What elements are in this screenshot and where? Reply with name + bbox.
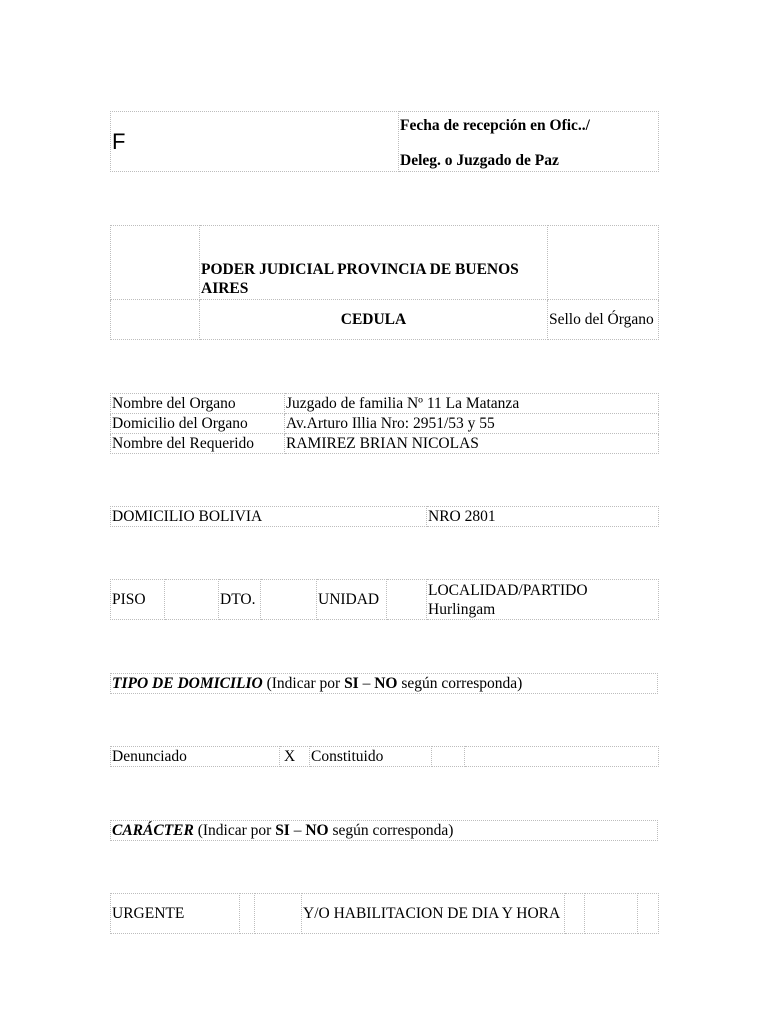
localidad-cell [427, 580, 659, 620]
seal-label: Sello del Órgano [549, 311, 654, 328]
caracter-title: CARÁCTER [112, 822, 194, 839]
organo-value: Juzgado de familia Nº 11 La Matanza [285, 394, 659, 414]
tipo-domicilio-title: TIPO DE DOMICILIO [112, 675, 263, 692]
title-right-cell [548, 226, 659, 300]
domicilio-organo-value: Av.Arturo Illia Nro: 2951/53 y 55 [285, 414, 659, 434]
urgente-label: URGENTE [111, 894, 240, 934]
title-left-cell-2 [111, 300, 200, 340]
habilitacion-label: Y/O HABILITACION DE DIA Y HORA [302, 894, 565, 934]
domicilio-nro: NRO 2801 [427, 507, 659, 527]
denunciado-mark: X [280, 747, 310, 767]
denuncia-blank [465, 747, 659, 767]
localidad-label: LOCALIDAD/PARTIDO [428, 581, 588, 599]
habilitacion-mark [565, 894, 585, 934]
reception-line2: Deleg. o Juzgado de Paz [400, 152, 559, 169]
caracter-si: SI [275, 822, 290, 839]
localidad-value: Hurlingam [428, 600, 496, 618]
organo-label: Nombre del Organo [111, 394, 285, 414]
tipo-domicilio-no: NO [374, 675, 398, 692]
seal-cell [548, 300, 659, 340]
constituido-mark [432, 747, 465, 767]
unidad-value [387, 580, 427, 620]
header-letter-cell [111, 112, 399, 172]
document-type: CEDULA [340, 311, 407, 328]
piso-table [110, 579, 659, 620]
tipo-domicilio-cell [111, 674, 658, 694]
caracter-cell [111, 821, 658, 841]
reception-cell [399, 112, 659, 172]
title-left-cell [111, 226, 200, 300]
requerido-label: Nombre del Requerido [111, 434, 285, 454]
caracter-no: NO [305, 822, 329, 839]
institution-name: PODER JUDICIAL PROVINCIA DE BUENOS AIRES [201, 261, 519, 297]
urgente-blank [255, 894, 302, 934]
document-type-cell [200, 300, 548, 340]
constituido-label: Constituido [310, 747, 432, 767]
caracter-table [110, 820, 658, 841]
dto-value [261, 580, 317, 620]
piso-value [165, 580, 219, 620]
tipo-domicilio-table [110, 673, 658, 694]
tipo-domicilio-dash: – [358, 675, 375, 692]
domicilio-table [110, 506, 659, 527]
institution-cell [200, 226, 548, 300]
unidad-label: UNIDAD [317, 580, 387, 620]
header-letter: F [112, 129, 126, 154]
reception-line1: Fecha de recepción en Ofic../ [400, 117, 590, 134]
requerido-value: RAMIREZ BRIAN NICOLAS [285, 434, 659, 454]
caracter-instr-post: según corresponda) [328, 822, 454, 839]
domicilio-organo-label: Domicilio del Organo [111, 414, 285, 434]
tipo-domicilio-instr-post: según corresponda) [397, 675, 523, 692]
caracter-dash: – [289, 822, 306, 839]
urgente-table [110, 893, 659, 934]
dto-label: DTO. [219, 580, 261, 620]
domicilio-label: DOMICILIO BOLIVIA [111, 507, 427, 527]
title-block-table [110, 225, 659, 340]
piso-label: PISO [111, 580, 165, 620]
urgente-mark [240, 894, 255, 934]
caracter-instr-pre: (Indicar por [193, 822, 276, 839]
denuncia-table [110, 746, 659, 767]
denunciado-label: Denunciado [111, 747, 280, 767]
organo-table [110, 393, 659, 454]
habilitacion-end [638, 894, 659, 934]
tipo-domicilio-instr-pre: (Indicar por [262, 675, 345, 692]
reception-header-table [110, 111, 659, 172]
tipo-domicilio-si: SI [344, 675, 359, 692]
habilitacion-blank [585, 894, 638, 934]
